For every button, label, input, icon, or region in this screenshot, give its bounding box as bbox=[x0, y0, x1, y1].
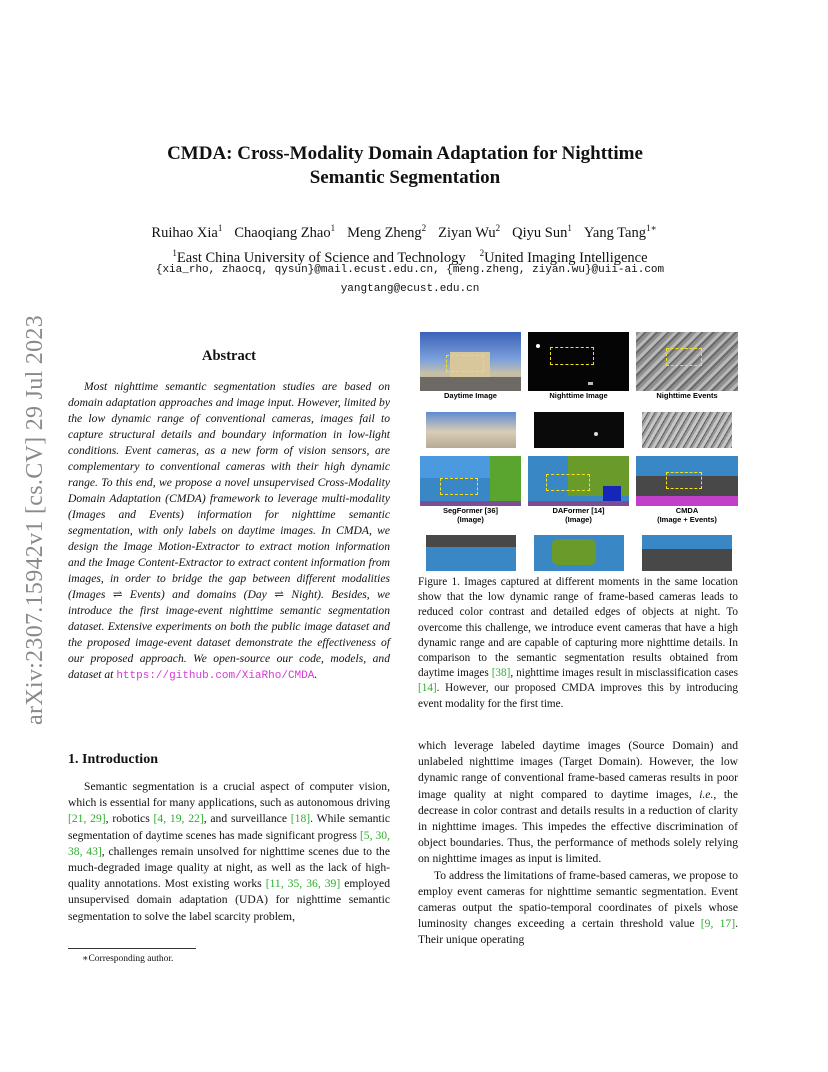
figure-caption: Figure 1. Images captured at different moments in the same location show that the low dynamic range of frame-based cameras leads to reduced color contrast and detailed edges of objects at night. To overcome this challenge, we introduce event cameras that have a high dynamic range and are capable of capturing more nighttime details. In comparison to the semantic segmentation results obtained from daytime images [38], nighttime images result in misclassification cases [14]. However, our proposed CMDA improves this by introducing event modality for the first time. bbox=[418, 576, 738, 710]
author-affiliation-mark: 1 bbox=[330, 223, 336, 233]
cmda-crop bbox=[642, 535, 732, 571]
intro-right-column bbox=[418, 738, 738, 949]
author-list bbox=[60, 218, 760, 243]
citation-link[interactable]: [38] bbox=[491, 667, 511, 680]
intro-paragraph-3: To address the limitations of frame-based cameras, we propose to employ event cameras for nighttime semantic segmentation. Event cameras output the spatio-temporal coordinates of pixels whose luminosity changes exceeding a certain threshold value [9, 17]. Their unique operating bbox=[418, 868, 738, 947]
author-name: Ziyan Wu$^2$ bbox=[438, 223, 501, 241]
email-block bbox=[60, 261, 760, 299]
label-segformer-line2: (Image) bbox=[457, 515, 484, 524]
daytime-crop bbox=[426, 412, 516, 448]
author-name: Chaoqiang Zhao$^1$ bbox=[234, 223, 336, 241]
citation-link[interactable]: [5, 30, 38, 43] bbox=[68, 828, 390, 858]
abstract-end: . bbox=[314, 668, 318, 681]
nighttime-crop bbox=[534, 412, 624, 448]
label-nighttime-image: Nighttime Image bbox=[528, 391, 629, 402]
nighttime-image bbox=[528, 332, 629, 402]
author-affiliation-mark: 2 bbox=[421, 223, 427, 233]
author-affiliation-mark: 1∗ bbox=[645, 223, 657, 233]
citation-link[interactable]: [21, 29] bbox=[68, 812, 106, 826]
label-nighttime-events: Nighttime Events bbox=[636, 391, 738, 402]
label-daytime-image: Daytime Image bbox=[420, 391, 521, 402]
author-name: Ruihao Xia$^1$ bbox=[151, 223, 223, 241]
highlight-box bbox=[446, 355, 484, 372]
label-daformer-line1: DAFormer [14] bbox=[552, 506, 605, 515]
label-cmda bbox=[636, 506, 738, 526]
email-line-2: yangtang@ecust.edu.cn bbox=[340, 283, 480, 295]
author-name: Meng Zheng$^2$ bbox=[347, 223, 427, 241]
nighttime-events bbox=[636, 332, 738, 402]
label-daformer bbox=[528, 506, 629, 526]
intro-paragraph-1: Semantic segmentation is a crucial aspect of computer vision, which is essential for many applications, such as autonomous driving [21, 29], robotics [4, 19, 22], and surveillance [18]. While semantic segmentation of daytime scenes has made significant progress [5, 30, 38, 43], challenges remain unsolved for nighttime scenes due to the much-degraded image quality at night, as well as the lack of high-quality annotations. Most existing works [11, 35, 36, 39] employed unsupervised domain adaptation (UDA) for nighttime semantic segmentation to solve the label scarcity problem, bbox=[68, 780, 390, 923]
events-crop bbox=[642, 412, 732, 448]
author-name: Qiyu Sun$^1$ bbox=[512, 223, 572, 241]
arxiv-stamp: arXiv:2307.15942v1 [cs.CV] 29 Jul 2023 bbox=[22, 314, 48, 725]
citation-link[interactable]: [11, 35, 36, 39] bbox=[265, 877, 341, 891]
figure-1 bbox=[420, 332, 740, 572]
label-daformer-line2: (Image) bbox=[565, 515, 592, 524]
label-cmda-line1: CMDA bbox=[675, 506, 699, 515]
title-line-2: Semantic Segmentation bbox=[309, 167, 501, 188]
emphasis: i.e., bbox=[699, 787, 717, 801]
citation-link[interactable]: [14] bbox=[418, 682, 437, 695]
highlight-box bbox=[666, 348, 702, 366]
daytime-image bbox=[420, 332, 521, 402]
footnote: ∗Corresponding author. bbox=[82, 954, 174, 964]
citation-link[interactable]: [18] bbox=[290, 812, 311, 826]
abstract-heading: Abstract bbox=[202, 348, 256, 364]
affiliation: $^2$United Imaging Intelligence bbox=[479, 247, 648, 266]
author-affiliation-mark: 2 bbox=[495, 223, 501, 233]
daformer-result bbox=[528, 456, 629, 526]
citation-link[interactable]: [9, 17] bbox=[700, 917, 736, 931]
label-cmda-line2: (Image + Events) bbox=[657, 515, 717, 524]
github-link[interactable]: https://github.com/XiaRho/CMDA bbox=[116, 670, 315, 682]
citation-link[interactable]: [4, 19, 22] bbox=[153, 812, 204, 826]
segformer-crop bbox=[426, 535, 516, 571]
section-heading-introduction: 1. Introduction bbox=[68, 752, 158, 767]
author-name: Yang Tang$^{1∗}$ bbox=[583, 223, 657, 241]
segformer-result bbox=[420, 456, 521, 526]
abstract-text: Most nighttime semantic segmentation studies are based on domain adaptation approaches and image input. However, limited by the low dynamic range of conventional cameras, images fail to capture structural details and boundary information in low-light conditions. Event cameras, as a new form of vision sensors, are complementary to conventional cameras with their high dynamic range. To this end, we propose a novel unsupervised Cross-Modality Domain Adaptation (CMDA) framework to leverage multi-modality (Images and Events) information for nighttime semantic segmentation, with only labels on daytime images. In CMDA, we design the Image Motion-Extractor to extract motion information and the Image Content-Extractor to extract content information from images, in order to bridge the gap between different modalities (Images ⇌ Events) and domains (Day ⇌ Night). Besides, we introduce the first image-event nighttime semantic segmentation dataset. Extensive experiments on both the public image dataset and the proposed image-event dataset demonstrate the effectiveness of our proposed approach. We open-source our code, models, and dataset at bbox=[68, 380, 390, 681]
highlight-box bbox=[666, 472, 702, 489]
label-segformer bbox=[420, 506, 521, 526]
author-affiliation-mark: 1 bbox=[217, 223, 223, 233]
highlight-box bbox=[550, 347, 594, 365]
highlight-box bbox=[546, 474, 590, 491]
title-line-1: CMDA: Cross-Modality Domain Adaptation for Nighttime bbox=[167, 143, 643, 164]
abstract-body bbox=[68, 379, 390, 684]
footnote-rule bbox=[68, 948, 196, 949]
intro-left-column bbox=[68, 779, 390, 925]
affiliation: $^1$East China University of Science and Technology bbox=[172, 247, 466, 266]
cmda-result bbox=[636, 456, 738, 526]
author-affiliation-mark: 1 bbox=[567, 223, 572, 233]
paper-title bbox=[100, 142, 710, 190]
email-line-1: {xia_rho, zhaocq, qysun}@mail.ecust.edu.cn, {meng.zheng, ziyan.wu}@uii-ai.com bbox=[155, 264, 665, 276]
daformer-crop bbox=[534, 535, 624, 571]
label-segformer-line1: SegFormer [36] bbox=[442, 506, 499, 515]
highlight-box bbox=[440, 478, 478, 495]
intro-paragraph-2: which leverage labeled daytime images (Source Domain) and unlabeled nighttime images (Target Domain). However, the low dynamic range of conventional frame-based cameras results in poor image quality at night compared to daytime images, i.e., the decrease in color contrast and details results in a reduction of clarity in nighttime images. This impedes the effective discrimination of object boundaries. Thus, the performance of methods solely relying on nighttime images as input is limited. bbox=[418, 739, 738, 866]
